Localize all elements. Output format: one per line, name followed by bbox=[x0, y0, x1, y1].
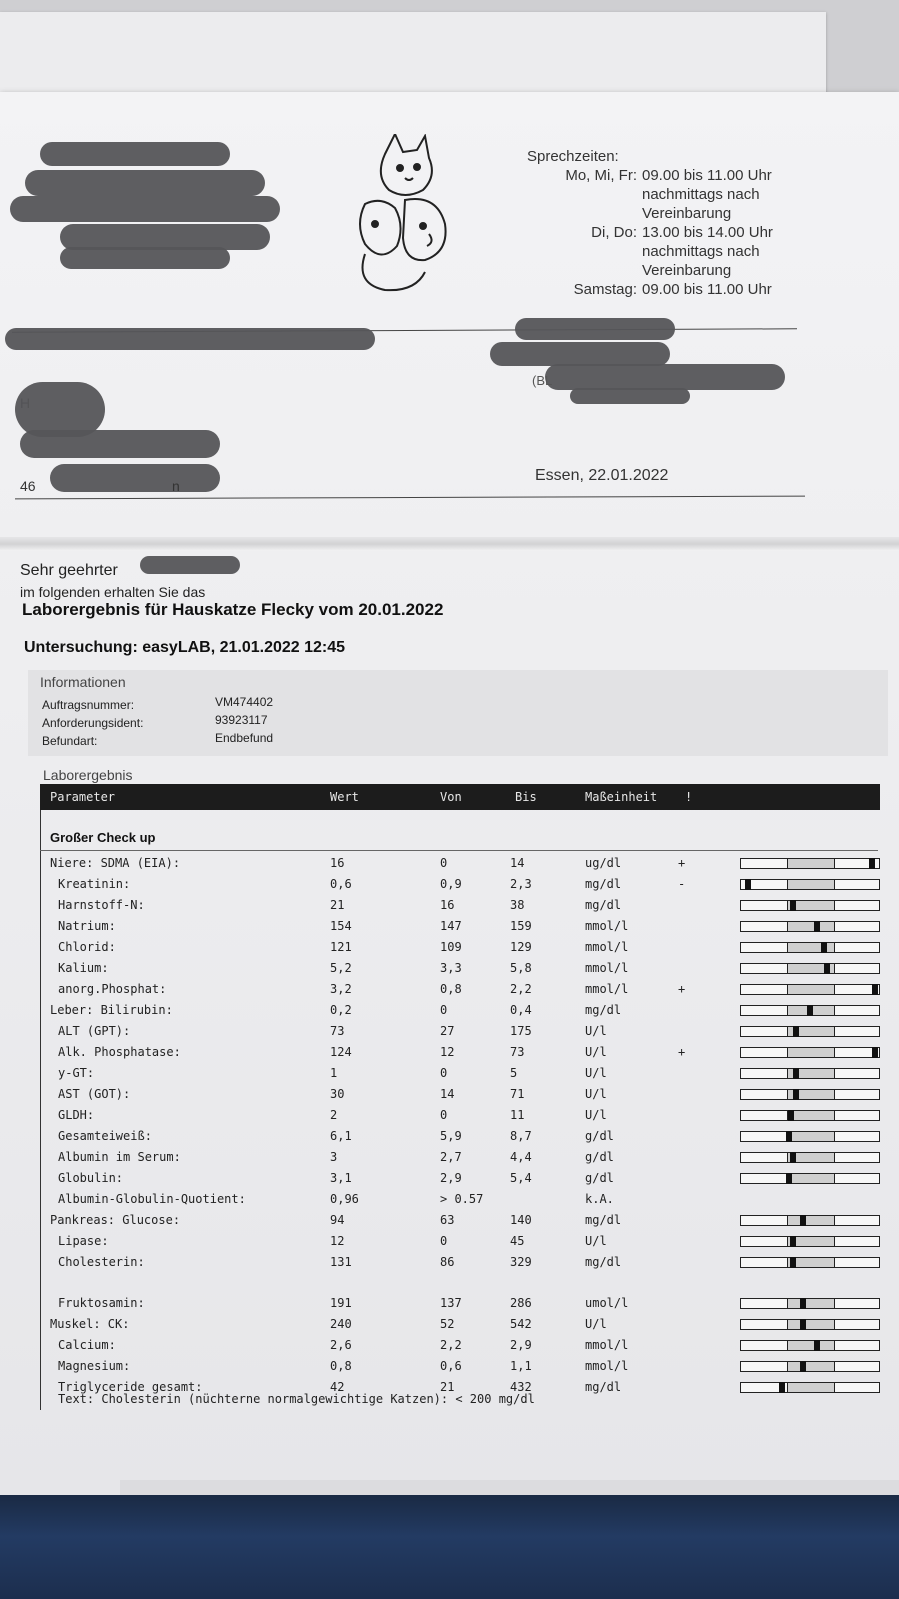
result-row bbox=[40, 1085, 880, 1105]
result-range-from: 5,9 bbox=[440, 1129, 462, 1143]
result-parameter: Calcium: bbox=[58, 1338, 116, 1352]
result-range-from: 0,8 bbox=[440, 982, 462, 996]
result-range-to: 38 bbox=[510, 898, 525, 912]
reference-range-bar bbox=[740, 1047, 880, 1058]
result-row bbox=[40, 1169, 880, 1189]
result-unit: mmol/l bbox=[585, 961, 629, 975]
reference-zone bbox=[787, 985, 836, 994]
result-unit: U/l bbox=[585, 1066, 607, 1080]
result-unit: U/l bbox=[585, 1317, 607, 1331]
hours-days: Samstag: bbox=[573, 281, 637, 298]
result-unit: k.A. bbox=[585, 1192, 614, 1206]
result-parameter: AST (GOT): bbox=[58, 1087, 131, 1101]
result-row bbox=[40, 1022, 880, 1042]
address-fragment: (BL bbox=[532, 373, 553, 388]
result-value: 124 bbox=[330, 1045, 352, 1059]
result-range-from: 2,7 bbox=[440, 1150, 462, 1164]
reference-zone bbox=[787, 922, 836, 931]
result-range-to: 542 bbox=[510, 1317, 532, 1331]
result-value: 121 bbox=[330, 940, 352, 954]
result-range-to: 5 bbox=[510, 1066, 518, 1080]
value-marker bbox=[800, 1361, 806, 1372]
value-marker bbox=[872, 1047, 878, 1058]
reference-range-bar bbox=[740, 900, 880, 911]
result-range-to: 2,9 bbox=[510, 1338, 532, 1352]
value-marker bbox=[800, 1319, 806, 1330]
result-parameter: Albumin-Globulin-Quotient: bbox=[58, 1192, 246, 1206]
result-value: 240 bbox=[330, 1317, 352, 1331]
redaction bbox=[40, 142, 230, 166]
result-parameter: Triglyceride gesamt: bbox=[58, 1380, 203, 1394]
value-marker bbox=[790, 1236, 796, 1247]
hours-line: nachmittags nach bbox=[642, 243, 760, 260]
result-parameter: y-GT: bbox=[58, 1066, 95, 1080]
result-row bbox=[40, 1232, 880, 1252]
redaction bbox=[545, 364, 785, 390]
result-value: 73 bbox=[330, 1024, 345, 1038]
result-range-to: 129 bbox=[510, 940, 532, 954]
hours-line: 09.00 bis 11.00 Uhr bbox=[642, 281, 772, 298]
reference-range-bar bbox=[740, 879, 880, 890]
result-range-from: 2,2 bbox=[440, 1338, 462, 1352]
result-value: 12 bbox=[330, 1234, 345, 1248]
result-row bbox=[40, 917, 880, 937]
result-value: 2,6 bbox=[330, 1338, 352, 1352]
reference-range-bar bbox=[740, 1361, 880, 1372]
column-header-parameter: Parameter bbox=[50, 790, 116, 804]
result-range-to: 73 bbox=[510, 1045, 525, 1059]
column-header-value: Wert bbox=[330, 790, 359, 804]
result-parameter: Gesamteiweiß: bbox=[58, 1129, 152, 1143]
result-range-from: 52 bbox=[440, 1317, 455, 1331]
result-value: 1 bbox=[330, 1066, 338, 1080]
result-range-to: 140 bbox=[510, 1213, 532, 1227]
result-row bbox=[40, 854, 880, 874]
result-row bbox=[40, 938, 880, 958]
result-unit: U/l bbox=[585, 1108, 607, 1122]
redaction bbox=[140, 556, 240, 574]
reference-range-bar bbox=[740, 1110, 880, 1121]
result-row bbox=[40, 980, 880, 1000]
result-range-to: 1,1 bbox=[510, 1359, 532, 1373]
result-range-from: 0 bbox=[440, 1003, 448, 1017]
hours-line: Vereinbarung bbox=[642, 262, 732, 279]
result-range-from: 0 bbox=[440, 856, 448, 870]
result-parameter: Cholesterin: bbox=[58, 1255, 145, 1269]
result-value: 42 bbox=[330, 1380, 345, 1394]
redaction bbox=[50, 464, 220, 492]
info-label: Befundart: bbox=[42, 734, 98, 748]
result-parameter: Alk. Phosphatase: bbox=[58, 1045, 181, 1059]
value-marker bbox=[793, 1026, 799, 1037]
result-range-from: 14 bbox=[440, 1087, 455, 1101]
result-value: 154 bbox=[330, 919, 352, 933]
reference-zone bbox=[787, 1362, 836, 1371]
result-parameter: Kreatinin: bbox=[58, 877, 131, 891]
result-range-from: 0,6 bbox=[440, 1359, 462, 1373]
value-marker bbox=[814, 1340, 820, 1351]
reference-range-bar bbox=[740, 1068, 880, 1079]
result-parameter: Kalium: bbox=[58, 961, 109, 975]
reference-range-bar bbox=[740, 1215, 880, 1226]
result-range-to: 2,3 bbox=[510, 877, 532, 891]
redaction bbox=[25, 170, 265, 196]
address-fragment: 46 bbox=[20, 478, 36, 494]
value-marker bbox=[786, 1173, 792, 1184]
result-parameter: Magnesium: bbox=[58, 1359, 131, 1373]
hours-line: 13.00 bis 14.00 Uhr bbox=[642, 224, 773, 241]
result-parameter: Lipase: bbox=[58, 1234, 109, 1248]
result-parameter: anorg.Phosphat: bbox=[58, 982, 167, 996]
reference-zone bbox=[787, 859, 836, 868]
result-row bbox=[40, 1106, 880, 1126]
reference-range-bar bbox=[740, 984, 880, 995]
result-range-from: 86 bbox=[440, 1255, 455, 1269]
result-range-from: 109 bbox=[440, 940, 462, 954]
value-marker bbox=[869, 858, 875, 869]
result-range-from: > 0.57 bbox=[440, 1192, 484, 1206]
info-label: Auftragsnummer: bbox=[42, 698, 135, 712]
value-marker bbox=[745, 879, 751, 890]
reference-range-bar bbox=[740, 1319, 880, 1330]
result-range-to: 329 bbox=[510, 1255, 532, 1269]
result-range-from: 63 bbox=[440, 1213, 455, 1227]
result-unit: umol/l bbox=[585, 1296, 629, 1310]
result-unit: mmol/l bbox=[585, 919, 629, 933]
reference-range-bar bbox=[740, 921, 880, 932]
result-unit: mmol/l bbox=[585, 982, 629, 996]
lab-section-title: Laborergebnis bbox=[43, 767, 133, 783]
result-range-from: 0 bbox=[440, 1108, 448, 1122]
reference-range-bar bbox=[740, 1152, 880, 1163]
result-row bbox=[40, 1127, 880, 1147]
value-marker bbox=[790, 900, 796, 911]
result-unit: U/l bbox=[585, 1045, 607, 1059]
result-parameter: GLDH: bbox=[58, 1108, 95, 1122]
result-value: 0,6 bbox=[330, 877, 352, 891]
test-group-title: Großer Check up bbox=[50, 830, 156, 845]
result-range-to: 71 bbox=[510, 1087, 525, 1101]
value-marker bbox=[790, 1257, 796, 1268]
result-value: 3,2 bbox=[330, 982, 352, 996]
result-range-from: 3,3 bbox=[440, 961, 462, 975]
info-value: 93923117 bbox=[215, 713, 268, 727]
reference-range-bar bbox=[740, 1340, 880, 1351]
redaction bbox=[5, 328, 375, 350]
redaction bbox=[60, 247, 230, 269]
reference-range-bar bbox=[740, 1131, 880, 1142]
hours-line: 09.00 bis 11.00 Uhr bbox=[642, 167, 772, 184]
result-range-to: 432 bbox=[510, 1380, 532, 1394]
result-flag: - bbox=[678, 877, 686, 891]
background-sheet bbox=[0, 12, 826, 102]
reference-range-bar bbox=[740, 1236, 880, 1247]
result-unit: mg/dl bbox=[585, 898, 622, 912]
value-marker bbox=[821, 942, 827, 953]
result-parameter: Leber: Bilirubin: bbox=[50, 1003, 173, 1017]
result-row bbox=[40, 1043, 880, 1063]
result-range-to: 45 bbox=[510, 1234, 525, 1248]
column-header-to: Bis bbox=[515, 790, 537, 804]
result-flag: + bbox=[678, 856, 686, 870]
reference-zone bbox=[787, 1174, 836, 1183]
value-marker bbox=[788, 1110, 794, 1121]
result-value: 0,2 bbox=[330, 1003, 352, 1017]
result-value: 2 bbox=[330, 1108, 338, 1122]
divider-line bbox=[15, 496, 805, 500]
value-marker bbox=[793, 1089, 799, 1100]
group-divider bbox=[40, 850, 878, 851]
result-value: 3 bbox=[330, 1150, 338, 1164]
hours-days: Mo, Mi, Fr: bbox=[565, 167, 637, 184]
result-row bbox=[40, 1315, 880, 1335]
result-range-to: 4,4 bbox=[510, 1150, 532, 1164]
redaction bbox=[515, 318, 675, 340]
result-range-from: 0 bbox=[440, 1066, 448, 1080]
info-value: Endbefund bbox=[215, 731, 274, 745]
result-row bbox=[40, 1148, 880, 1168]
result-value: 21 bbox=[330, 898, 345, 912]
reference-range-bar bbox=[740, 858, 880, 869]
redaction bbox=[570, 388, 690, 404]
info-title: Informationen bbox=[40, 674, 126, 690]
reference-zone bbox=[787, 1048, 836, 1057]
background-fabric bbox=[0, 1495, 899, 1599]
result-range-from: 0 bbox=[440, 1234, 448, 1248]
letter-date: Essen, 22.01.2022 bbox=[535, 467, 669, 484]
result-row bbox=[40, 1190, 880, 1210]
result-parameter: Globulin: bbox=[58, 1171, 124, 1185]
reference-zone bbox=[787, 943, 836, 952]
result-parameter: Pankreas: Glucose: bbox=[50, 1213, 181, 1227]
redaction bbox=[15, 382, 105, 437]
hours-days: Di, Do: bbox=[591, 224, 637, 241]
result-row bbox=[40, 1253, 880, 1273]
result-range-from: 16 bbox=[440, 898, 455, 912]
column-header-unit: Maßeinheit bbox=[585, 790, 658, 804]
reference-range-bar bbox=[740, 1382, 880, 1393]
result-unit: ug/dl bbox=[585, 856, 622, 870]
result-value: 30 bbox=[330, 1087, 345, 1101]
reference-zone bbox=[787, 1111, 836, 1120]
reference-range-bar bbox=[740, 1173, 880, 1184]
result-unit: mmol/l bbox=[585, 940, 629, 954]
result-range-to: 14 bbox=[510, 856, 525, 870]
value-marker bbox=[793, 1068, 799, 1079]
reference-range-bar bbox=[740, 1026, 880, 1037]
result-value: 0,8 bbox=[330, 1359, 352, 1373]
reference-range-bar bbox=[740, 1298, 880, 1309]
result-range-to: 175 bbox=[510, 1024, 532, 1038]
reference-range-bar bbox=[740, 1089, 880, 1100]
result-range-to: 5,8 bbox=[510, 961, 532, 975]
result-range-to: 5,4 bbox=[510, 1171, 532, 1185]
result-parameter: Fruktosamin: bbox=[58, 1296, 145, 1310]
result-unit: mmol/l bbox=[585, 1338, 629, 1352]
result-row bbox=[40, 1294, 880, 1314]
result-value: 6,1 bbox=[330, 1129, 352, 1143]
result-range-from: 2,9 bbox=[440, 1171, 462, 1185]
result-row bbox=[40, 875, 880, 895]
result-unit: mg/dl bbox=[585, 1003, 622, 1017]
column-header-flag: ! bbox=[685, 790, 693, 804]
result-range-from: 147 bbox=[440, 919, 462, 933]
intro-text: im folgenden erhalten Sie das bbox=[20, 584, 206, 600]
result-range-from: 12 bbox=[440, 1045, 455, 1059]
redaction bbox=[490, 342, 670, 366]
result-value: 16 bbox=[330, 856, 345, 870]
result-row bbox=[40, 1001, 880, 1021]
result-parameter: ALT (GPT): bbox=[58, 1024, 131, 1038]
result-parameter: Muskel: CK: bbox=[50, 1317, 130, 1331]
reference-range-bar bbox=[740, 1005, 880, 1016]
result-value: 5,2 bbox=[330, 961, 352, 975]
result-value: 3,1 bbox=[330, 1171, 352, 1185]
result-row bbox=[40, 959, 880, 979]
value-marker bbox=[779, 1382, 785, 1393]
info-value: VM474402 bbox=[215, 695, 274, 709]
reference-zone bbox=[787, 1299, 836, 1308]
result-parameter: Albumin im Serum: bbox=[58, 1150, 181, 1164]
value-marker bbox=[872, 984, 878, 995]
result-range-from: 137 bbox=[440, 1296, 462, 1310]
result-range-to: 2,2 bbox=[510, 982, 532, 996]
reference-range-bar bbox=[740, 1257, 880, 1268]
value-marker bbox=[790, 1152, 796, 1163]
result-unit: U/l bbox=[585, 1024, 607, 1038]
value-marker bbox=[807, 1005, 813, 1016]
address-fragment: n bbox=[172, 478, 180, 494]
report-headline: Laborergebnis für Hauskatze Flecky vom 20.01.2022 bbox=[22, 600, 444, 619]
result-flag: + bbox=[678, 982, 686, 996]
result-range-to: 286 bbox=[510, 1296, 532, 1310]
result-range-to: 11 bbox=[510, 1108, 525, 1122]
practice-logo-animals bbox=[345, 134, 465, 294]
result-unit: U/l bbox=[585, 1234, 607, 1248]
result-row bbox=[40, 1064, 880, 1084]
reference-zone bbox=[787, 1320, 836, 1329]
result-row bbox=[40, 1357, 880, 1377]
result-flag: + bbox=[678, 1045, 686, 1059]
exam-title: Untersuchung: easyLAB, 21.01.2022 12:45 bbox=[24, 639, 346, 656]
lab-report-page bbox=[0, 92, 899, 1502]
value-marker bbox=[824, 963, 830, 974]
result-unit: g/dl bbox=[585, 1171, 614, 1185]
info-box bbox=[28, 670, 888, 756]
result-range-to: 0,4 bbox=[510, 1003, 532, 1017]
result-row bbox=[40, 1211, 880, 1231]
value-marker bbox=[800, 1215, 806, 1226]
reference-zone bbox=[787, 1341, 836, 1350]
result-unit: U/l bbox=[585, 1087, 607, 1101]
result-unit: mg/dl bbox=[585, 877, 622, 891]
result-unit: g/dl bbox=[585, 1150, 614, 1164]
result-unit: mg/dl bbox=[585, 1380, 622, 1394]
result-parameter: Natrium: bbox=[58, 919, 116, 933]
reference-zone bbox=[787, 1132, 836, 1141]
value-marker bbox=[786, 1131, 792, 1142]
reference-zone bbox=[787, 1216, 836, 1225]
result-value: 94 bbox=[330, 1213, 345, 1227]
result-unit: mg/dl bbox=[585, 1255, 622, 1269]
info-label: Anforderungsident: bbox=[42, 716, 144, 730]
greeting: Sehr geehrter bbox=[20, 562, 118, 579]
result-row bbox=[40, 896, 880, 916]
result-range-to: 8,7 bbox=[510, 1129, 532, 1143]
result-unit: g/dl bbox=[585, 1129, 614, 1143]
result-parameter: Chlorid: bbox=[58, 940, 116, 954]
cholesterol-note: Text: Cholesterin (nüchterne normalgewichtige Katzen): < 200 mg/dl bbox=[58, 1392, 535, 1406]
reference-zone bbox=[787, 880, 836, 889]
result-range-from: 0,9 bbox=[440, 877, 462, 891]
result-row bbox=[40, 1336, 880, 1356]
reference-range-bar bbox=[740, 942, 880, 953]
value-marker bbox=[814, 921, 820, 932]
value-marker bbox=[800, 1298, 806, 1309]
result-value: 131 bbox=[330, 1255, 352, 1269]
result-unit: mg/dl bbox=[585, 1213, 622, 1227]
hours-line: nachmittags nach bbox=[642, 186, 760, 203]
hours-line: Vereinbarung bbox=[642, 205, 732, 222]
result-range-from: 21 bbox=[440, 1380, 455, 1394]
result-range-to: 159 bbox=[510, 919, 532, 933]
column-header-from: Von bbox=[440, 790, 462, 804]
result-parameter: Niere: SDMA (EIA): bbox=[50, 856, 181, 870]
office-hours-title: Sprechzeiten: bbox=[527, 148, 619, 165]
result-value: 0,96 bbox=[330, 1192, 359, 1206]
result-parameter: Harnstoff-N: bbox=[58, 898, 145, 912]
result-value: 191 bbox=[330, 1296, 352, 1310]
reference-range-bar bbox=[740, 963, 880, 974]
redaction bbox=[10, 196, 280, 222]
reference-zone bbox=[787, 1383, 836, 1392]
result-range-from: 27 bbox=[440, 1024, 455, 1038]
redaction bbox=[20, 430, 220, 458]
paper-fold bbox=[0, 537, 899, 551]
results-table-header bbox=[40, 784, 880, 810]
result-unit: mmol/l bbox=[585, 1359, 629, 1373]
